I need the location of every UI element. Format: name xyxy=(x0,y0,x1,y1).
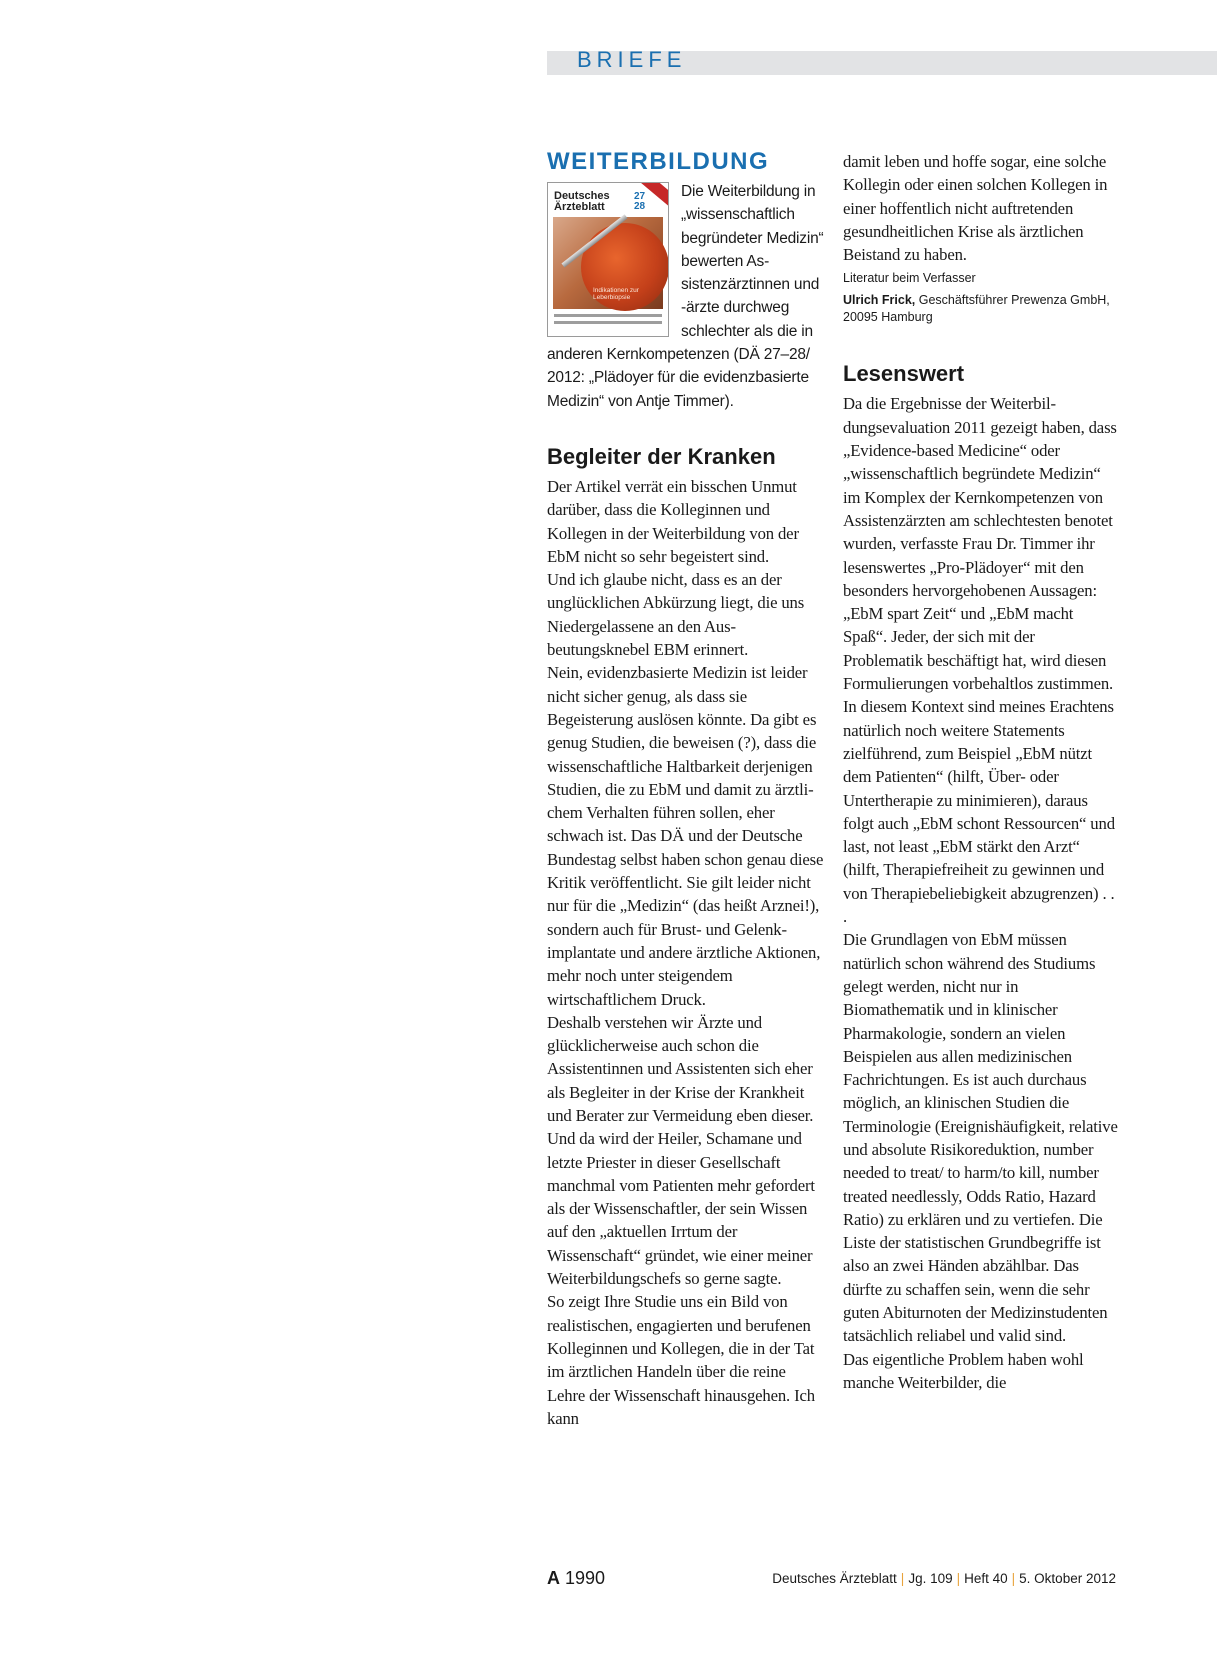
separator: | xyxy=(900,1571,905,1586)
paragraph: Da die Ergebnisse der Weiterbildungsevaluation 2011 gezeigt haben, dass „Evidence-based Medicine“ oder „wissenschaftlich begründete Medizin“ im Komplex der Kernkompetenzen von Assistenzärzten am schlechtesten benotet wurden, verfasste Frau Dr. Timmer ihr lesenswertes „Pro-Plädoyer“ mit den besonders hervorgehobenen Aussagen: „EbM spart Zeit“ und „EbM macht Spaß“. Jeder, der sich mit der Problematik beschäftigt hat, wird diesen Formulierungen vorbehaltlos zustimmen. xyxy=(843,394,1117,694)
magazine-cover-image xyxy=(547,182,669,337)
paragraph: Und ich glaube nicht, dass es an der unglücklichen Abkürzung liegt, die uns Niedergelassene an den Ausbeutungsknebel EBM erinnert. xyxy=(547,570,805,660)
article-title-lesenswert: Lesenswert xyxy=(843,361,965,387)
right-column xyxy=(843,150,1118,1394)
section-title: WEITERBILDUNG xyxy=(547,148,770,175)
section-label: BRIEFE xyxy=(577,47,687,72)
journal-issue: Heft 40 xyxy=(964,1571,1008,1586)
intro-text: Die Weiterbildung in „wissenschaftlich begründeter Medizin“ bewerten Assistenzärztinnen und -ärzte durchweg schlechter als die in anderen Kernkompetenzen (DÄ 27–28/ 2012: „Plädoyer für die evidenzbasierte Medizin“ von Antje Timmer). xyxy=(547,183,824,410)
journal-volume: Jg. 109 xyxy=(908,1571,953,1586)
cover-caption: Indikationen zur Leberbiopsie xyxy=(593,287,639,301)
paragraph: So zeigt Ihre Studie uns ein Bild von realistischen, engagierten und berufenen Kolleginnen und Kollegen, die in der Tat im ärztlichen Handeln über die reine Lehre der Wissenschaft hinausgehen. Ich kann xyxy=(547,1292,815,1428)
author-detail: Geschäftsführer Prewenza GmbH, 20095 Hamburg xyxy=(843,293,1110,325)
author-signature xyxy=(843,292,1118,326)
paragraph: Der Artikel verrät ein bisschen Unmut darüber, dass die Kolleginnen und Kollegen in der Weiterbildung von der EbM nicht so sehr begeistert sind. xyxy=(547,476,799,566)
page-number-value: 1990 xyxy=(560,1568,606,1588)
author-name: Ulrich Frick, xyxy=(843,293,916,308)
cover-masthead xyxy=(554,191,610,213)
paragraph: In diesem Kontext sind meines Erachtens natürlich noch weitere Statements zielführend, zum Beispiel „EbM nützt dem Patienten“ (hilft, Über- oder Untertherapie zu minimieren), daraus folgt auch „EbM schont Ressourcen“ und last, not least „EbM stärkt den Arzt“ (hilft, Therapiefreiheit zu gewinnen und von Therapiebeliebigkeit abzugrenzen) . . . xyxy=(843,697,1115,927)
cover-issue-line2: 28 xyxy=(634,201,646,212)
page-prefix: A xyxy=(547,1568,560,1588)
cover-masthead-line2: Ärzteblatt xyxy=(554,201,605,213)
journal-info xyxy=(772,1571,1116,1586)
journal-date: 5. Oktober 2012 xyxy=(1019,1571,1116,1586)
page-number xyxy=(547,1568,605,1589)
journal-name: Deutsches Ärzteblatt xyxy=(772,1571,897,1586)
separator: | xyxy=(956,1571,961,1586)
cover-issue-line1: 27 xyxy=(634,191,646,202)
paragraph: Nein, evidenzbasierte Medizin ist leider nicht sicher genug, als dass sie Begeisterung auslösen könnte. Da gibt es genug Studien, die beweisen (?), dass die wissenschaftliche Haltbarkeit derjenigen Studien, die zu EbM und damit zu ärztlichem Verhalten führen sollen, eher schwach ist. Das DÄ und der Deutsche Bundestag selbst haben schon genau diese Kritik veröffentlicht. Sie gilt leider nicht nur für die „Medizin“ (das heißt Arznei!), sondern auch für Brust- und Gelenkimplantate und andere ärztliche Aktionen, mehr noch unter steigendem wirtschaftlichem Druck. xyxy=(547,663,824,1009)
literature-note: Literatur beim Verfasser xyxy=(843,271,976,286)
paragraph: Deshalb verstehen wir Ärzte und glücklicherweise auch schon die Assistentinnen und Assistenten sich eher als Begleiter in der Krise der Krankheit und Berater zur Vermeidung eben dieser. Und da wird der Heiler, Schamane und letzte Priester in dieser Gesellschaft manchmal vom Patienten mehr gefordert als der Wissenschaftler, der sein Wissen auf den „aktuellen Irrtum der Wissenschaft“ gründet, wie einer meiner Weiterbildungschefs so gerne sagte. xyxy=(547,1012,815,1289)
cover-photo xyxy=(553,217,663,309)
cover-masthead-line1: Deutsches xyxy=(554,190,610,202)
paragraph: Die Grundlagen von EbM müssen natürlich schon während des Studiums gelegt werden, nicht nur in Biomathematik und in klinischer Pharmakologie, sondern an vielen Beispielen aus allen medizinischen Fachrichtungen. Es ist auch durchaus möglich, an klinischen Studien die Terminologie (Ereignishäufigkeit, relative und absolute Risikoreduktion, number needed to treat/ to harm/to kill, number treated needlessly, Odds Ratio, Hazard Ratio) zu erklären und zu vertiefen. Die Liste der statistischen Grundbegriffe ist also an zwei Händen abzählbar. Das dürfte zu schaffen sein, wenn die sehr guten Abiturnoten der Medizinstudenten tatsächlich reliabel und valid sind. xyxy=(843,930,1118,1346)
separator: | xyxy=(1011,1571,1016,1586)
left-column xyxy=(547,148,825,1430)
cover-text-lines xyxy=(554,314,662,328)
article-title-begleiter: Begleiter der Kranken xyxy=(547,443,776,469)
cover-issue-number xyxy=(634,192,645,212)
paragraph: Das eigentliche Problem haben wohl manche Weiterbilder, die xyxy=(843,1349,1084,1392)
continuation-paragraph: damit leben und hoffe sogar, eine solche Kollegin oder einen solchen Kollegen in einer hoffentlich nicht auftretenden gesundheitlichen Krise als ärztlichen Beistand zu haben. xyxy=(843,152,1108,265)
